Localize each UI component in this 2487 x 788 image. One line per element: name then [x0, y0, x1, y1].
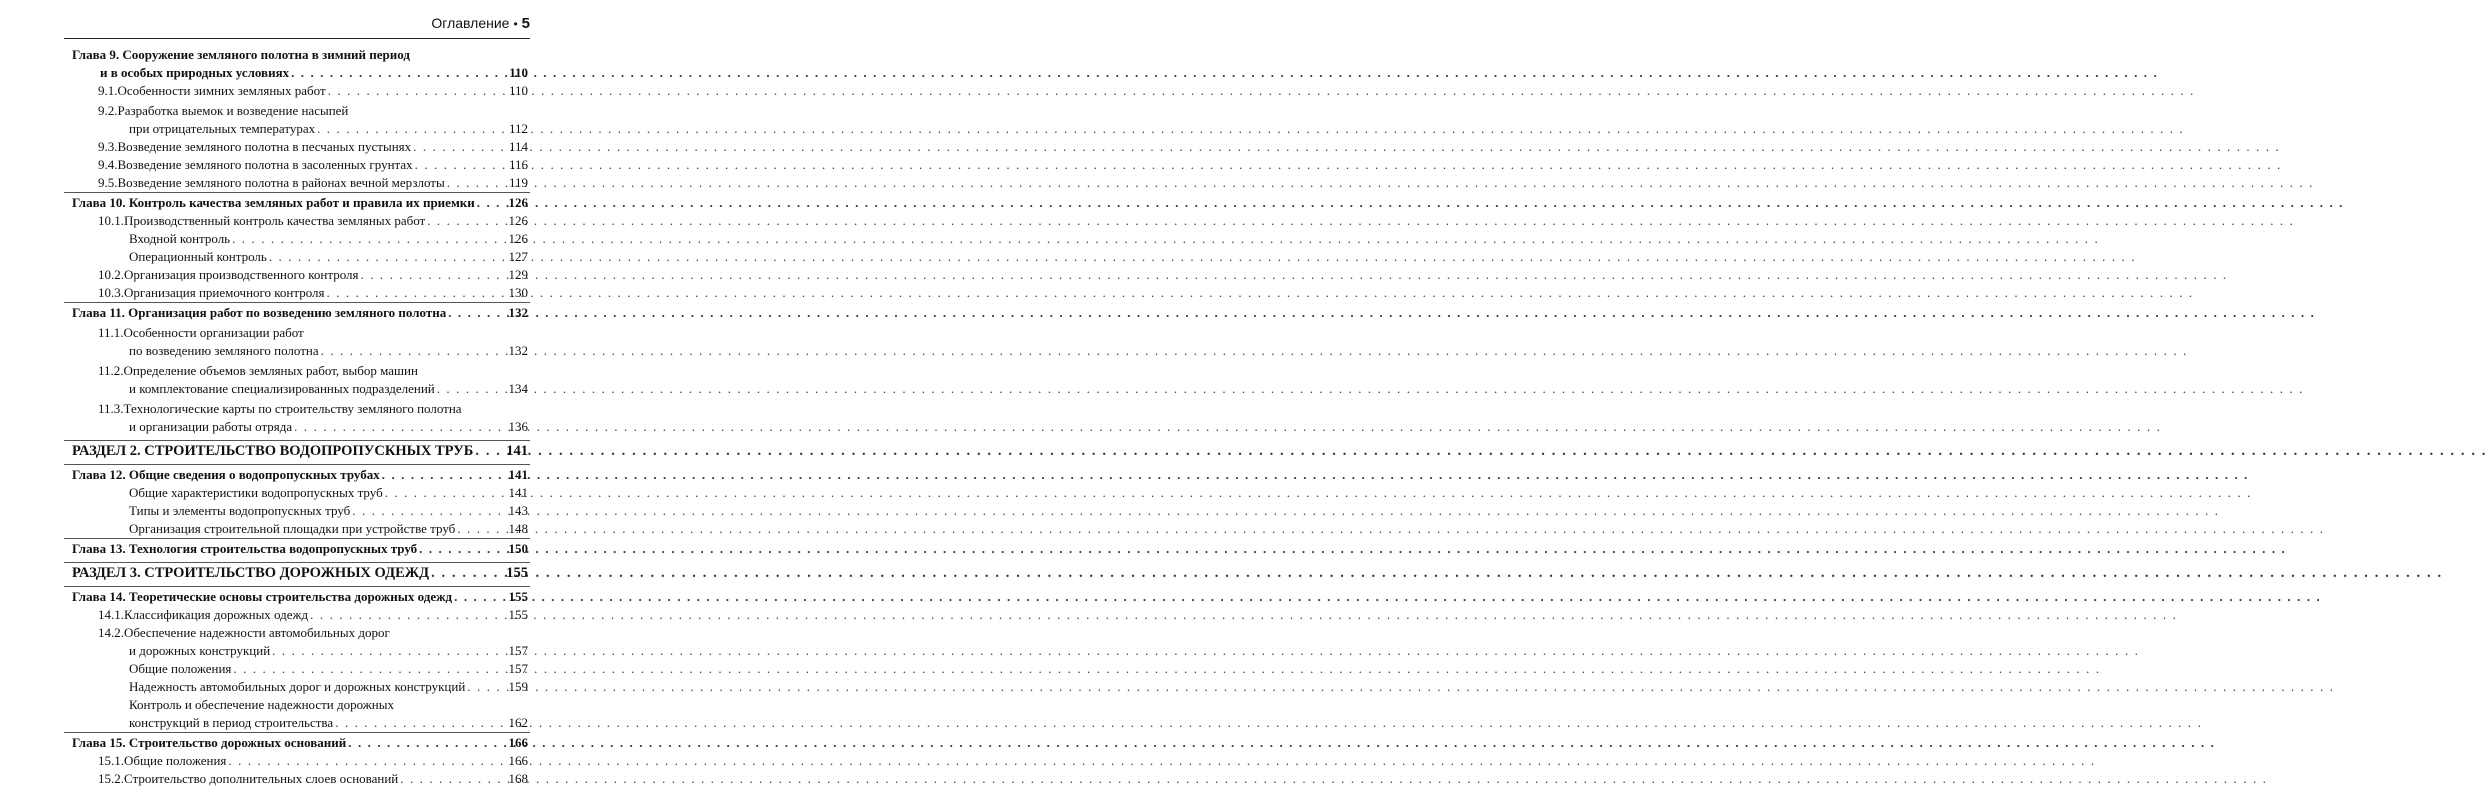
- toc-subsection-entry[interactable]: [72, 156, 528, 174]
- toc-subsection-entry[interactable]: [72, 120, 528, 138]
- dot-leader: [413, 138, 507, 156]
- toc-subsection-entry[interactable]: [72, 324, 528, 342]
- dot-leader: [327, 284, 507, 302]
- toc-subsection-entry[interactable]: [72, 380, 528, 398]
- toc-page-number: 132: [508, 305, 528, 320]
- dot-leader: [317, 120, 507, 138]
- toc-section-entry[interactable]: [72, 442, 528, 460]
- toc-separator: [64, 538, 530, 539]
- toc-entry-title: [72, 212, 425, 230]
- toc-entry-title: [72, 248, 267, 266]
- toc-entry-text: Глава 9. Сооружение земляного полотна в зимний период: [72, 47, 410, 62]
- toc-entry-title: [72, 324, 304, 342]
- toc-subsection-entry[interactable]: [72, 400, 528, 418]
- toc-page-number: 126: [508, 213, 528, 228]
- toc-page-number: 148: [508, 521, 528, 536]
- toc-entry-title: [72, 714, 333, 732]
- toc-entry-text: Возведение земляного полотна в районах вечной мерзлоты: [117, 175, 445, 190]
- toc-subsection-entry[interactable]: [72, 82, 528, 100]
- dot-leader: [427, 212, 506, 230]
- toc-page-number: 129: [508, 267, 528, 282]
- toc-subsection-entry[interactable]: [72, 484, 528, 502]
- toc-entry-title: [72, 502, 350, 520]
- toc-chapter-entry[interactable]: [72, 304, 528, 322]
- toc-entry-title: [72, 284, 325, 302]
- header-title: Оглавление: [431, 15, 510, 31]
- toc-page-number: 130: [508, 285, 528, 300]
- toc-entry-number: 11.1.: [98, 325, 124, 340]
- toc-entry-text: Типы и элементы водопропускных труб: [129, 503, 351, 518]
- toc-entry-number: 9.4.: [98, 157, 118, 172]
- dot-leader: [448, 304, 506, 322]
- toc-entry-text: РАЗДЕЛ 3. СТРОИТЕЛЬСТВО ДОРОЖНЫХ ОДЕЖД: [72, 565, 430, 581]
- dot-leader: [400, 770, 506, 788]
- toc-page-number: 141: [508, 485, 528, 500]
- toc-entry-text: Надежность автомобильных дорог и дорожных конструкций: [129, 679, 466, 694]
- toc-chapter-entry[interactable]: [72, 46, 528, 64]
- toc-subsection-entry[interactable]: [72, 342, 528, 360]
- toc-page-number: 132: [508, 343, 528, 358]
- toc-entry-text: Глава 15. Строительство дорожных оснований: [72, 735, 347, 750]
- toc-entry-title: [72, 588, 452, 606]
- toc-section-entry[interactable]: [72, 564, 528, 582]
- toc-page-number: 162: [508, 715, 528, 730]
- toc-entry-text: и дорожных конструкций: [129, 643, 271, 658]
- dot-leader: [457, 520, 506, 538]
- toc-entry-number: 15.1.: [98, 753, 124, 768]
- toc-subsection-entry[interactable]: [72, 248, 528, 266]
- toc-page: [0, 0, 600, 786]
- dot-leader: [232, 230, 506, 248]
- toc-entry-title: [72, 230, 230, 248]
- toc-entry-title: [72, 540, 417, 558]
- toc-entry-title: [72, 266, 359, 284]
- toc-entry-title: [72, 400, 462, 418]
- toc-page-number: 150: [508, 541, 528, 556]
- toc-entry-title: [72, 46, 410, 64]
- toc-entry-title: [72, 484, 383, 502]
- toc-subsection-entry[interactable]: [72, 696, 528, 714]
- toc-subsection-entry[interactable]: [72, 520, 528, 538]
- toc-chapter-entry[interactable]: [72, 64, 528, 82]
- toc-entry-text: Производственный контроль качества земляных работ: [124, 213, 426, 228]
- toc-entry-text: Организация производственного контроля: [124, 267, 359, 282]
- toc-entry-number: 9.1.: [98, 83, 118, 98]
- toc-entry-number: 9.5.: [98, 175, 118, 190]
- toc-entry-text: РАЗДЕЛ 2. СТРОИТЕЛЬСТВО ВОДОПРОПУСКНЫХ ТРУБ: [72, 443, 474, 459]
- toc-subsection-entry[interactable]: [72, 624, 528, 642]
- dot-leader: [475, 442, 504, 460]
- toc-entry-title: [72, 304, 446, 322]
- toc-entry-number: 15.2.: [98, 771, 124, 786]
- toc-page-number: 112: [508, 121, 528, 136]
- toc-subsection-entry[interactable]: [72, 660, 528, 678]
- toc-entry-number: 14.2.: [98, 625, 124, 640]
- toc-page-number: 155: [508, 607, 528, 622]
- toc-entry-number: 11.3.: [98, 401, 124, 416]
- toc-entry-title: [72, 64, 289, 82]
- toc-entry-title: [72, 138, 411, 156]
- dot-leader: [233, 660, 506, 678]
- toc-page-number: 141: [506, 443, 528, 459]
- toc-subsection-entry[interactable]: [72, 714, 528, 732]
- toc-entry-title: [72, 624, 390, 642]
- toc-entry-number: 10.3.: [98, 285, 124, 300]
- toc-entry-text: Операционный контроль: [129, 249, 267, 264]
- dot-leader: [310, 606, 506, 624]
- toc-page-number: 155: [508, 589, 528, 604]
- toc-page-number: 110: [508, 83, 528, 98]
- toc-entry-title: [72, 466, 380, 484]
- toc-entry-title: [72, 564, 429, 582]
- toc-entry-title: [72, 770, 398, 788]
- dot-leader: [415, 156, 507, 174]
- toc-subsection-entry[interactable]: [72, 266, 528, 284]
- dot-leader: [348, 734, 506, 752]
- toc-subsection-entry[interactable]: [72, 418, 528, 436]
- dot-leader: [437, 380, 507, 398]
- toc-separator: [64, 440, 530, 441]
- toc-page-number: 141: [508, 467, 528, 482]
- toc-page-number: 110: [509, 65, 528, 80]
- toc-entry-title: [72, 102, 348, 120]
- dot-leader: [228, 752, 506, 770]
- toc-entry-title: [72, 156, 413, 174]
- running-header: [0, 10, 530, 36]
- toc-chapter-entry[interactable]: [72, 588, 528, 606]
- toc-subsection-entry[interactable]: [72, 138, 528, 156]
- header-rule: [64, 38, 530, 39]
- toc-entry-number: 9.2.: [98, 103, 118, 118]
- toc-separator: [64, 464, 530, 465]
- toc-entry-text: по возведению земляного полотна: [129, 343, 319, 358]
- toc-entry-number: 10.2.: [98, 267, 124, 282]
- toc-subsection-entry[interactable]: [72, 362, 528, 380]
- toc-entry-title: [72, 120, 315, 138]
- toc-entry-text: Возведение земляного полотна в песчаных пустынях: [117, 139, 412, 154]
- toc-chapter-entry[interactable]: [72, 466, 528, 484]
- toc-entry-text: Общие характеристики водопропускных труб: [129, 485, 383, 500]
- toc-entry-title: [72, 418, 292, 436]
- toc-entry-title: [72, 696, 394, 714]
- toc-page-number: 143: [508, 503, 528, 518]
- dot-leader: [385, 484, 507, 502]
- toc-entry-text: Строительство дополнительных слоев оснований: [124, 771, 399, 786]
- toc-page-number: 155: [506, 565, 528, 581]
- dot-leader: [335, 714, 506, 732]
- toc-chapter-entry[interactable]: [72, 734, 528, 752]
- dot-leader: [294, 418, 506, 436]
- toc-entry-number: 9.3.: [98, 139, 118, 154]
- header-page-number: 5: [521, 15, 530, 32]
- toc-entry-text: Обеспечение надежности автомобильных дорог: [124, 625, 390, 640]
- toc-entry-text: при отрицательных температурах: [129, 121, 316, 136]
- toc-entry-title: [72, 678, 465, 696]
- toc-entry-text: Общие положения: [129, 661, 232, 676]
- toc-entry-title: [72, 342, 319, 360]
- bullet-icon: •: [513, 17, 518, 31]
- toc-entry-title: [72, 174, 445, 192]
- dot-leader: [269, 248, 507, 266]
- toc-separator: [64, 192, 530, 193]
- dot-leader: [361, 266, 507, 284]
- toc-page-number: 166: [508, 735, 528, 750]
- toc-entry-text: Глава 10. Контроль качества земляных работ и правила их приемки: [72, 195, 475, 210]
- toc-separator: [64, 586, 530, 587]
- toc-page-number: 168: [508, 771, 528, 786]
- toc-chapter-entry[interactable]: [72, 194, 528, 212]
- toc-page-number: 134: [508, 381, 528, 396]
- toc-entry-text: Особенности организации работ: [123, 325, 304, 340]
- toc-entry-title: [72, 362, 418, 380]
- dot-leader: [291, 64, 507, 82]
- toc-separator: [64, 562, 530, 563]
- dot-leader: [454, 588, 506, 606]
- toc-entry-number: 11.2.: [98, 363, 124, 378]
- toc-separator: [64, 302, 530, 303]
- toc-entry-title: [72, 606, 308, 624]
- toc-entry-text: Организация строительной площадки при устройстве труб: [129, 521, 456, 536]
- toc-page-number: 126: [508, 231, 528, 246]
- toc-entry-text: Определение объемов земляных работ, выбор машин: [123, 363, 418, 378]
- toc-page-number: 114: [508, 139, 528, 154]
- toc-subsection-entry[interactable]: [72, 212, 528, 230]
- dot-leader: [352, 502, 506, 520]
- toc-entry-text: Входной контроль: [129, 231, 231, 246]
- toc-entry-text: Технологические карты по строительству земляного полотна: [123, 401, 462, 416]
- dot-leader: [431, 564, 504, 582]
- toc-page-number: 126: [508, 195, 528, 210]
- toc-entry-title: [72, 520, 455, 538]
- dot-leader: [477, 194, 507, 212]
- toc-entry-text: и комплектование специализированных подразделений: [129, 381, 435, 396]
- dot-leader: [321, 342, 507, 360]
- toc-entry-text: Глава 13. Технология строительства водопропускных труб: [72, 541, 418, 556]
- toc-page-number: 119: [508, 175, 528, 190]
- toc-subsection-entry[interactable]: [72, 752, 528, 770]
- toc-entry-title: [72, 642, 270, 660]
- dot-leader: [328, 82, 507, 100]
- dot-leader: [419, 540, 506, 558]
- toc-subsection-entry[interactable]: [72, 606, 528, 624]
- toc-entry-text: Глава 12. Общие сведения о водопропускных трубах: [72, 467, 380, 482]
- toc-entry-title: [72, 660, 231, 678]
- toc-page-number: 127: [508, 249, 528, 264]
- toc-entry-text: Контроль и обеспечение надежности дорожных: [129, 697, 394, 712]
- toc-page-number: 157: [508, 643, 528, 658]
- toc-subsection-entry[interactable]: [72, 770, 528, 788]
- toc-entry-text: Организация приемочного контроля: [124, 285, 325, 300]
- toc-chapter-entry[interactable]: [72, 540, 528, 558]
- toc-subsection-entry[interactable]: [72, 284, 528, 302]
- toc-subsection-entry[interactable]: [72, 174, 528, 192]
- toc-entry-text: Особенности зимних земляных работ: [117, 83, 326, 98]
- toc-entry-title: [72, 380, 435, 398]
- toc-entry-text: Разработка выемок и возведение насыпей: [117, 103, 349, 118]
- toc-subsection-entry[interactable]: [72, 678, 528, 696]
- toc-entry-title: [72, 734, 346, 752]
- toc-subsection-entry[interactable]: [72, 230, 528, 248]
- dot-leader: [467, 678, 506, 696]
- toc-separator: [64, 732, 530, 733]
- toc-entry-text: Глава 14. Теоретические основы строительства дорожных одежд: [72, 589, 453, 604]
- toc-entry-text: Возведение земляного полотна в засоленных грунтах: [117, 157, 413, 172]
- toc-entry-title: [72, 752, 226, 770]
- toc-subsection-entry[interactable]: [72, 502, 528, 520]
- toc-page-number: 166: [508, 753, 528, 768]
- toc-entry-title: [72, 194, 475, 212]
- toc-page-number: 116: [508, 157, 528, 172]
- toc-entry-text: Классификация дорожных одежд: [124, 607, 309, 622]
- toc-entry-text: и в особых природных условиях: [100, 65, 290, 80]
- dot-leader: [272, 642, 506, 660]
- toc-entry-number: 10.1.: [98, 213, 124, 228]
- toc-subsection-entry[interactable]: [72, 102, 528, 120]
- toc-subsection-entry[interactable]: [72, 642, 528, 660]
- toc-entry-text: и организации работы отряда: [129, 419, 293, 434]
- toc-page-number: 157: [508, 661, 528, 676]
- toc-page-number: 159: [508, 679, 528, 694]
- toc-entry-text: Глава 11. Организация работ по возведению земляного полотна: [72, 305, 447, 320]
- toc-entry-number: 14.1.: [98, 607, 124, 622]
- dot-leader: [382, 466, 507, 484]
- toc-entry-title: [72, 82, 326, 100]
- toc-page-number: 136: [508, 419, 528, 434]
- toc-entry-title: [72, 442, 473, 460]
- toc-entry-text: конструкций в период строительства: [129, 715, 334, 730]
- dot-leader: [447, 174, 507, 192]
- toc-entry-text: Общие положения: [124, 753, 227, 768]
